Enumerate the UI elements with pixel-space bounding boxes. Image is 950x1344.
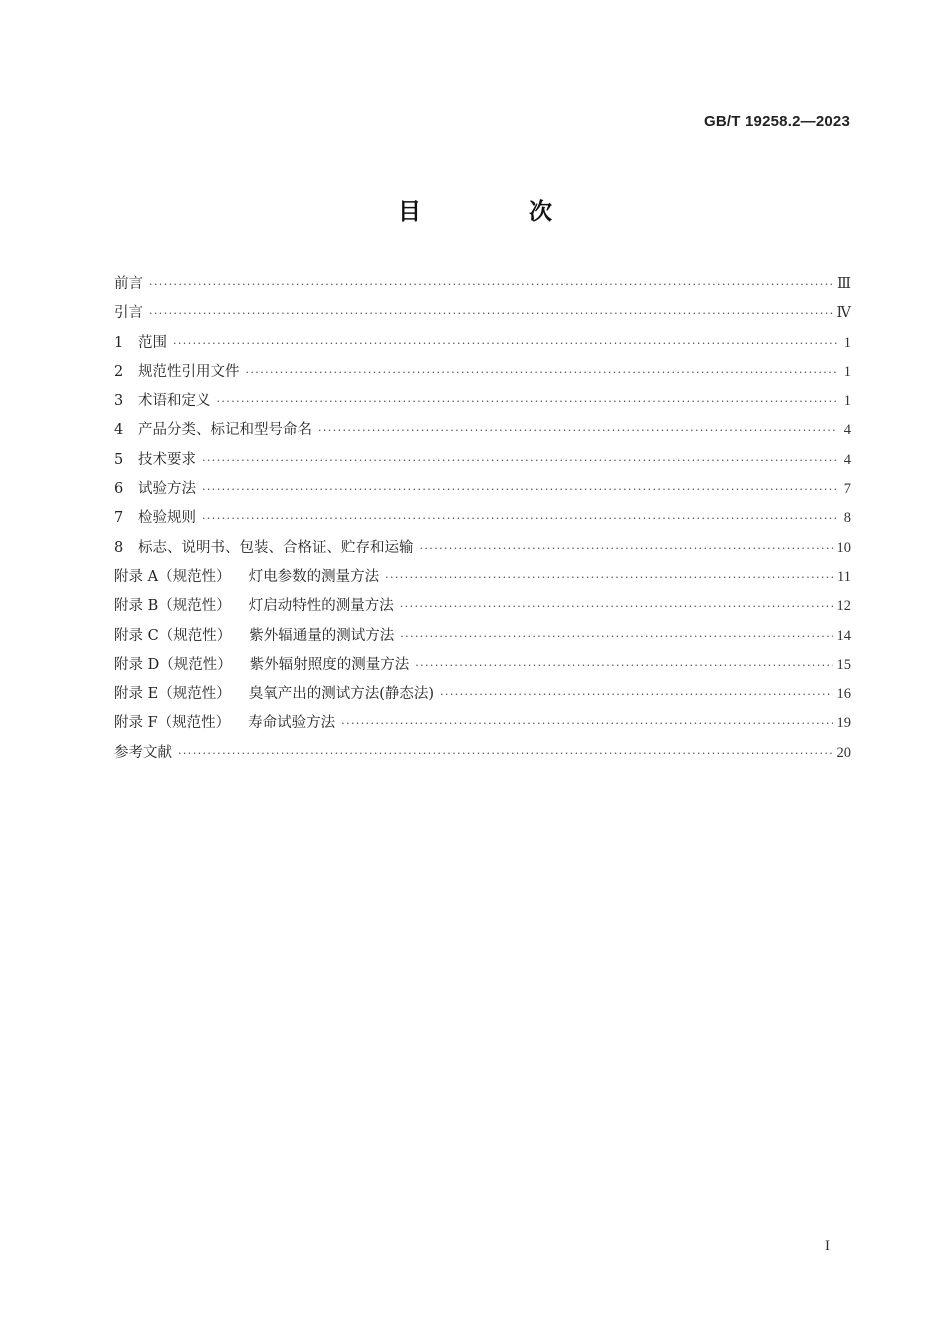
toc-entry-marking-packaging[interactable] — [114, 534, 851, 563]
toc-entry-number: 7 — [114, 510, 124, 527]
toc-entry-test-methods[interactable] — [114, 475, 851, 504]
toc-entry-inspection-rules[interactable] — [114, 504, 851, 533]
toc-entry-page: 8 — [843, 510, 851, 527]
toc-entry-page: 15 — [836, 656, 851, 673]
toc-entry-page: Ⅲ — [837, 276, 851, 292]
toc-entry-label: 技术要求 — [138, 451, 196, 468]
toc-entry-annex-a[interactable] — [114, 563, 851, 592]
toc-entry-normative-references[interactable] — [114, 358, 851, 387]
toc-leader-dots — [415, 651, 832, 680]
toc-entry-annex-f[interactable] — [114, 709, 851, 738]
toc-entry-page: 12 — [836, 598, 851, 615]
table-of-contents — [114, 270, 851, 768]
toc-entry-number: 8 — [114, 539, 124, 556]
toc-entry-terms-definitions[interactable] — [114, 387, 851, 416]
toc-entry-number: 5 — [114, 451, 124, 468]
toc-entry-label: 紫外辐射照度的测量方法 — [249, 656, 410, 673]
toc-leader-dots — [341, 709, 832, 738]
toc-entry-number: 3 — [114, 393, 124, 410]
toc-entry-label: 前言 — [114, 276, 143, 292]
toc-entry-page: 16 — [836, 686, 851, 703]
toc-leader-dots — [202, 504, 837, 533]
toc-annex-id: 附录 E（规范性） — [114, 686, 231, 703]
toc-entry-label: 范围 — [138, 334, 167, 351]
toc-leader-dots — [440, 680, 832, 709]
toc-leader-dots — [385, 563, 833, 592]
toc-entry-label: 紫外辐通量的测试方法 — [249, 627, 395, 644]
toc-entry-page: 11 — [837, 568, 851, 585]
toc-entry-label: 参考文献 — [114, 744, 172, 761]
toc-entry-foreword[interactable] — [114, 270, 851, 299]
toc-entry-page: 1 — [843, 393, 851, 410]
toc-entry-label: 产品分类、标记和型号命名 — [138, 422, 312, 439]
toc-entry-label: 规范性引用文件 — [138, 363, 240, 380]
toc-leader-dots — [202, 475, 837, 504]
toc-entry-label: 检验规则 — [138, 510, 196, 527]
toc-leader-dots — [217, 387, 838, 416]
toc-entry-label: 寿命试验方法 — [248, 715, 336, 732]
toc-entry-scope[interactable] — [114, 329, 851, 358]
toc-annex-id: 附录 F（规范性） — [114, 715, 231, 732]
toc-entry-number: 1 — [114, 334, 124, 351]
toc-annex-id: 附录 B（规范性） — [114, 598, 231, 615]
toc-leader-dots — [173, 329, 837, 358]
toc-entry-label: 灯启动特性的测量方法 — [248, 598, 394, 615]
toc-entry-annex-d[interactable] — [114, 651, 851, 680]
toc-leader-dots — [420, 534, 833, 563]
toc-entry-page: 1 — [843, 334, 851, 351]
toc-entry-number: 4 — [114, 422, 124, 439]
toc-leader-dots — [149, 299, 833, 328]
toc-entry-page: 14 — [836, 627, 851, 644]
toc-entry-page: 1 — [843, 363, 851, 380]
toc-entry-annex-b[interactable] — [114, 592, 851, 621]
toc-entry-page: Ⅳ — [836, 305, 851, 322]
toc-entry-label: 术语和定义 — [138, 393, 211, 410]
page-number: I — [825, 1238, 830, 1254]
toc-entry-page: 4 — [843, 451, 851, 468]
toc-entry-label: 标志、说明书、包装、合格证、贮存和运输 — [138, 539, 414, 556]
toc-annex-id: 附录 D（规范性） — [114, 656, 232, 673]
toc-leader-dots — [149, 270, 833, 299]
toc-entry-annex-c[interactable] — [114, 622, 851, 651]
toc-entry-introduction[interactable] — [114, 299, 851, 328]
toc-annex-id: 附录 A（规范性） — [114, 568, 231, 585]
toc-annex-id: 附录 C（规范性） — [114, 627, 232, 644]
toc-leader-dots — [318, 416, 837, 445]
toc-leader-dots — [400, 622, 832, 651]
page-title: 目 次 — [397, 199, 602, 225]
toc-entry-page: 4 — [843, 422, 851, 439]
toc-entry-page: 10 — [836, 539, 851, 556]
toc-entry-page: 20 — [836, 744, 851, 761]
toc-entry-label: 臭氧产出的测试方法(静态法) — [248, 686, 435, 703]
toc-entry-number: 6 — [114, 481, 124, 498]
toc-entry-label: 灯电参数的测量方法 — [248, 568, 380, 585]
toc-leader-dots — [400, 592, 833, 621]
toc-entry-classification[interactable] — [114, 416, 851, 445]
toc-entry-annex-e[interactable] — [114, 680, 851, 709]
toc-entry-technical-requirements[interactable] — [114, 446, 851, 475]
toc-entry-page: 19 — [836, 715, 851, 732]
toc-entry-label: 试验方法 — [138, 481, 196, 498]
toc-leader-dots — [202, 446, 837, 475]
toc-leader-dots — [246, 358, 838, 387]
toc-leader-dots — [178, 739, 833, 768]
toc-entry-label: 引言 — [114, 305, 143, 322]
toc-entry-number: 2 — [114, 363, 124, 380]
toc-entry-bibliography[interactable] — [114, 739, 851, 768]
toc-entry-page: 7 — [843, 481, 851, 498]
standard-number: GB/T 19258.2—2023 — [704, 113, 850, 130]
